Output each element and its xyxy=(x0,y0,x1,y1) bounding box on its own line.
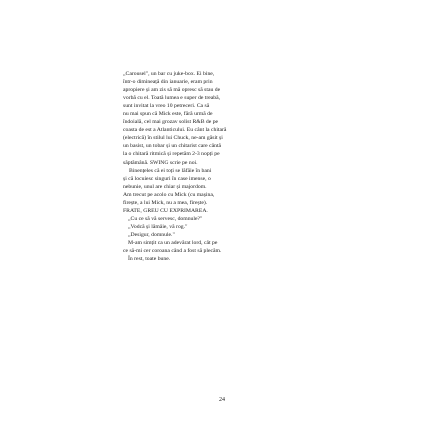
text-line-10: un basist, un tobar și un chitarist care cântă xyxy=(123,143,222,150)
text-line-19: „Cu ce să vă servesc, domnule?" xyxy=(128,215,203,222)
text-line-9: (electrică) în stilul lui Chuck, ne-am găsit și xyxy=(123,135,223,142)
text-line-21: „Desigur, domnule." xyxy=(128,231,175,238)
text-line-12: săptămână. SWING scrie pe noi. xyxy=(123,159,198,166)
text-line-5: sunt invitat la vreo 10 petreceri. Ca să xyxy=(123,103,210,110)
text-line-11: la o chitară ritmică și repetăm 2-3 nopți pe xyxy=(123,151,220,158)
text-line-14: și că locuiesc singuri în case imense, o xyxy=(123,175,211,182)
text-line-18: FRATE, GREU CU EXPRIMAREA. xyxy=(123,207,208,214)
text-line-2: într-o dimineață din ianuarie, eram prin xyxy=(123,79,213,86)
text-line-22: M-am simțit ca un adevărat lord, cât pe xyxy=(128,239,218,246)
text-line-24: În rest, toate bune. xyxy=(128,256,171,263)
text-line-8: coasta de est a Atlanticului. Eu cânt la chitară xyxy=(123,127,227,134)
text-line-3: apropiere și am zis să mă opresc să stau de xyxy=(123,87,221,94)
text-line-7: îndoială, cel mai grozav solist R&B de pe xyxy=(123,119,219,126)
page-number: 24 xyxy=(219,397,225,403)
body-text xyxy=(123,70,318,263)
text-line-4: vorbă cu el. Toată lumea e super de treabă, xyxy=(123,95,221,102)
text-line-23: ce să-mi cer coroana când a fost să plecăm. xyxy=(123,248,222,255)
text-line-1: „Carousel", un bar cu juke-box. Ei bine, xyxy=(123,71,215,77)
text-line-15: nebunie, unul are chiar și majordom. xyxy=(123,183,207,190)
text-line-17: firește, a lui Mick, nu a mea, firește). xyxy=(123,199,208,206)
text-line-13: Binențeles că ei toți se lăfăie în bani xyxy=(129,167,212,174)
text-line-6: nu mai spun că Mick este, fără urmă de xyxy=(123,111,213,118)
text-line-20: „Vodcă și lămâie, vă rog." xyxy=(128,223,188,230)
text-line-16: Am trecut pe acolo cu Mick (cu mașina, xyxy=(123,191,215,198)
